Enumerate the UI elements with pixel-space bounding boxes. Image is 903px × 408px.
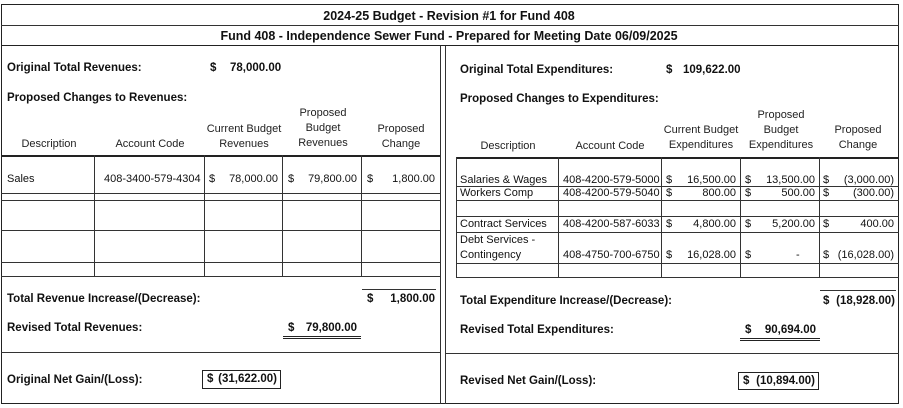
rev-grid-line xyxy=(1,200,440,201)
rev-header-account-code: Account Code xyxy=(115,138,185,150)
revised-revenues-amount: 79,800.00 xyxy=(305,322,357,334)
revised-expenditures-label: Revised Total Expenditures: xyxy=(460,324,614,336)
exp-row-proposed: 500.00 xyxy=(781,187,815,199)
rev-grid-line xyxy=(1,193,440,194)
currency-symbol: $ xyxy=(209,173,216,185)
rev-net-divider xyxy=(1,352,440,353)
currency-symbol: $ xyxy=(823,295,830,307)
exp-grid-line xyxy=(456,216,899,217)
rev-header-description: Description xyxy=(21,138,77,150)
proposed-expenditure-changes-label: Proposed Changes to Expenditures: xyxy=(460,93,659,105)
exp-grid-line xyxy=(456,200,899,201)
currency-symbol: $ xyxy=(666,218,673,230)
exp-row-description: Debt Services - xyxy=(460,234,536,246)
total-revenue-change-label: Total Revenue Increase/(Decrease): xyxy=(7,293,201,305)
rev-row-current: 78,000.00 xyxy=(229,173,278,185)
revised-expenditures-total xyxy=(740,322,820,341)
exp-header-current: Current Budget Expenditures xyxy=(663,124,739,151)
currency-symbol: $ xyxy=(745,324,752,336)
exp-row-change: (3,000.00) xyxy=(843,174,894,186)
revised-net-box xyxy=(738,372,819,390)
currency-symbol: $ xyxy=(666,174,673,186)
currency-symbol: $ xyxy=(745,249,752,261)
exp-row-current: 4,800.00 xyxy=(693,218,736,230)
rev-row-account-code: 408-3400-579-4304 xyxy=(104,173,201,185)
center-divider-right xyxy=(445,46,446,404)
rev-header-proposed: Proposed Budget Revenues xyxy=(298,107,348,149)
exp-row-description: Workers Comp xyxy=(460,187,534,199)
exp-grid-col xyxy=(740,157,741,277)
exp-row-current: 16,500.00 xyxy=(687,174,736,186)
rev-row-proposed: 79,800.00 xyxy=(308,173,357,185)
currency-symbol: $ xyxy=(210,62,217,74)
revised-net-amount: (10,894.00) xyxy=(756,375,815,387)
exp-header-change: Proposed Change xyxy=(834,124,882,151)
total-revenue-change-rule xyxy=(362,289,436,290)
rev-grid-col xyxy=(361,155,362,276)
exp-grid-top xyxy=(456,157,899,159)
center-divider-left xyxy=(440,46,441,404)
currency-symbol: $ xyxy=(666,64,673,76)
revised-net-label: Revised Net Gain/(Loss): xyxy=(460,375,597,387)
currency-symbol: $ xyxy=(743,375,750,387)
exp-grid-line xyxy=(456,277,899,278)
currency-symbol: $ xyxy=(367,293,374,305)
exp-row-change: 400.00 xyxy=(860,218,894,230)
rev-grid-line xyxy=(1,262,440,263)
original-revenues-amount: 78,000.00 xyxy=(230,62,282,74)
rev-row-description: Sales xyxy=(7,173,35,185)
exp-header-proposed: Proposed Budget Expenditures xyxy=(748,109,814,151)
currency-symbol: $ xyxy=(367,173,374,185)
exp-row-proposed: - xyxy=(796,249,800,261)
exp-row-account-code: 408-4200-579-5000 xyxy=(563,174,660,186)
exp-grid-col xyxy=(661,157,662,277)
exp-grid-col xyxy=(456,157,457,277)
rev-header-change: Proposed Change xyxy=(377,123,425,150)
revised-revenues-total xyxy=(283,320,361,339)
total-revenue-change-amount: 1,800.00 xyxy=(390,293,435,305)
exp-grid-line xyxy=(456,263,899,264)
currency-symbol: $ xyxy=(823,187,830,199)
exp-row-current: 800.00 xyxy=(702,187,736,199)
exp-grid-line xyxy=(456,232,899,233)
original-net-label: Original Net Gain/(Loss): xyxy=(7,374,143,386)
currency-symbol: $ xyxy=(288,173,295,185)
currency-symbol: $ xyxy=(666,187,673,199)
rev-grid-col xyxy=(282,155,283,276)
exp-header-description: Description xyxy=(480,140,536,152)
currency-symbol: $ xyxy=(745,218,752,230)
exp-row-change: (16,028.00) xyxy=(837,249,894,261)
total-expenditure-change-label: Total Expenditure Increase/(Decrease): xyxy=(460,295,672,307)
exp-row-account-code: 408-4200-579-5040 xyxy=(563,187,660,199)
total-expenditure-change-amount: (18,928.00) xyxy=(836,295,895,307)
original-net-amount: (31,622.00) xyxy=(218,373,277,385)
title-line-2: Fund 408 - Independence Sewer Fund - Prepared for Meeting Date 06/09/2025 xyxy=(220,29,678,43)
rev-header-current: Current Budget Revenues xyxy=(206,123,282,150)
rev-row-change: 1,800.00 xyxy=(392,173,435,185)
currency-symbol: $ xyxy=(823,218,830,230)
currency-symbol: $ xyxy=(207,373,214,385)
rev-grid-col xyxy=(204,155,205,276)
exp-row-account-code: 408-4750-700-6750 xyxy=(563,249,660,261)
rev-grid-line xyxy=(1,230,440,231)
exp-row-proposed: 5,200.00 xyxy=(772,218,815,230)
title-divider xyxy=(1,25,899,26)
currency-symbol: $ xyxy=(745,187,752,199)
exp-header-account-code: Account Code xyxy=(575,140,645,152)
exp-row-change: (300.00) xyxy=(853,187,894,199)
currency-symbol: $ xyxy=(666,249,673,261)
original-expenditures-amount: 109,622.00 xyxy=(683,64,741,76)
exp-row-description: Contract Services xyxy=(460,218,547,230)
exp-net-divider xyxy=(446,353,899,354)
original-revenues-label: Original Total Revenues: xyxy=(7,62,142,74)
exp-row-current: 16,028.00 xyxy=(687,249,736,261)
original-expenditures-label: Original Total Expenditures: xyxy=(460,64,614,76)
proposed-revenue-changes-label: Proposed Changes to Revenues: xyxy=(7,92,188,104)
currency-symbol: $ xyxy=(823,174,830,186)
revised-revenues-label: Revised Total Revenues: xyxy=(7,322,143,334)
currency-symbol: $ xyxy=(288,322,295,334)
original-net-box xyxy=(202,370,281,389)
rev-grid-col xyxy=(94,155,95,276)
exp-row-proposed: 13,500.00 xyxy=(766,174,815,186)
exp-row-account-code: 408-4200-587-6033 xyxy=(563,218,660,230)
rev-grid-line xyxy=(1,276,440,277)
exp-row-description: Salaries & Wages xyxy=(460,174,548,186)
revised-expenditures-amount: 90,694.00 xyxy=(764,324,816,336)
exp-grid-col xyxy=(819,157,820,277)
title-line-1: 2024-25 Budget - Revision #1 for Fund 408 xyxy=(323,9,575,23)
total-expenditure-change-rule xyxy=(820,290,896,291)
currency-symbol: $ xyxy=(745,174,752,186)
header-bottom-rule xyxy=(1,45,899,46)
rev-grid-top xyxy=(1,155,440,157)
exp-grid-col xyxy=(558,157,559,277)
currency-symbol: $ xyxy=(823,249,830,261)
exp-row-description-line2: Contingency xyxy=(460,249,522,261)
